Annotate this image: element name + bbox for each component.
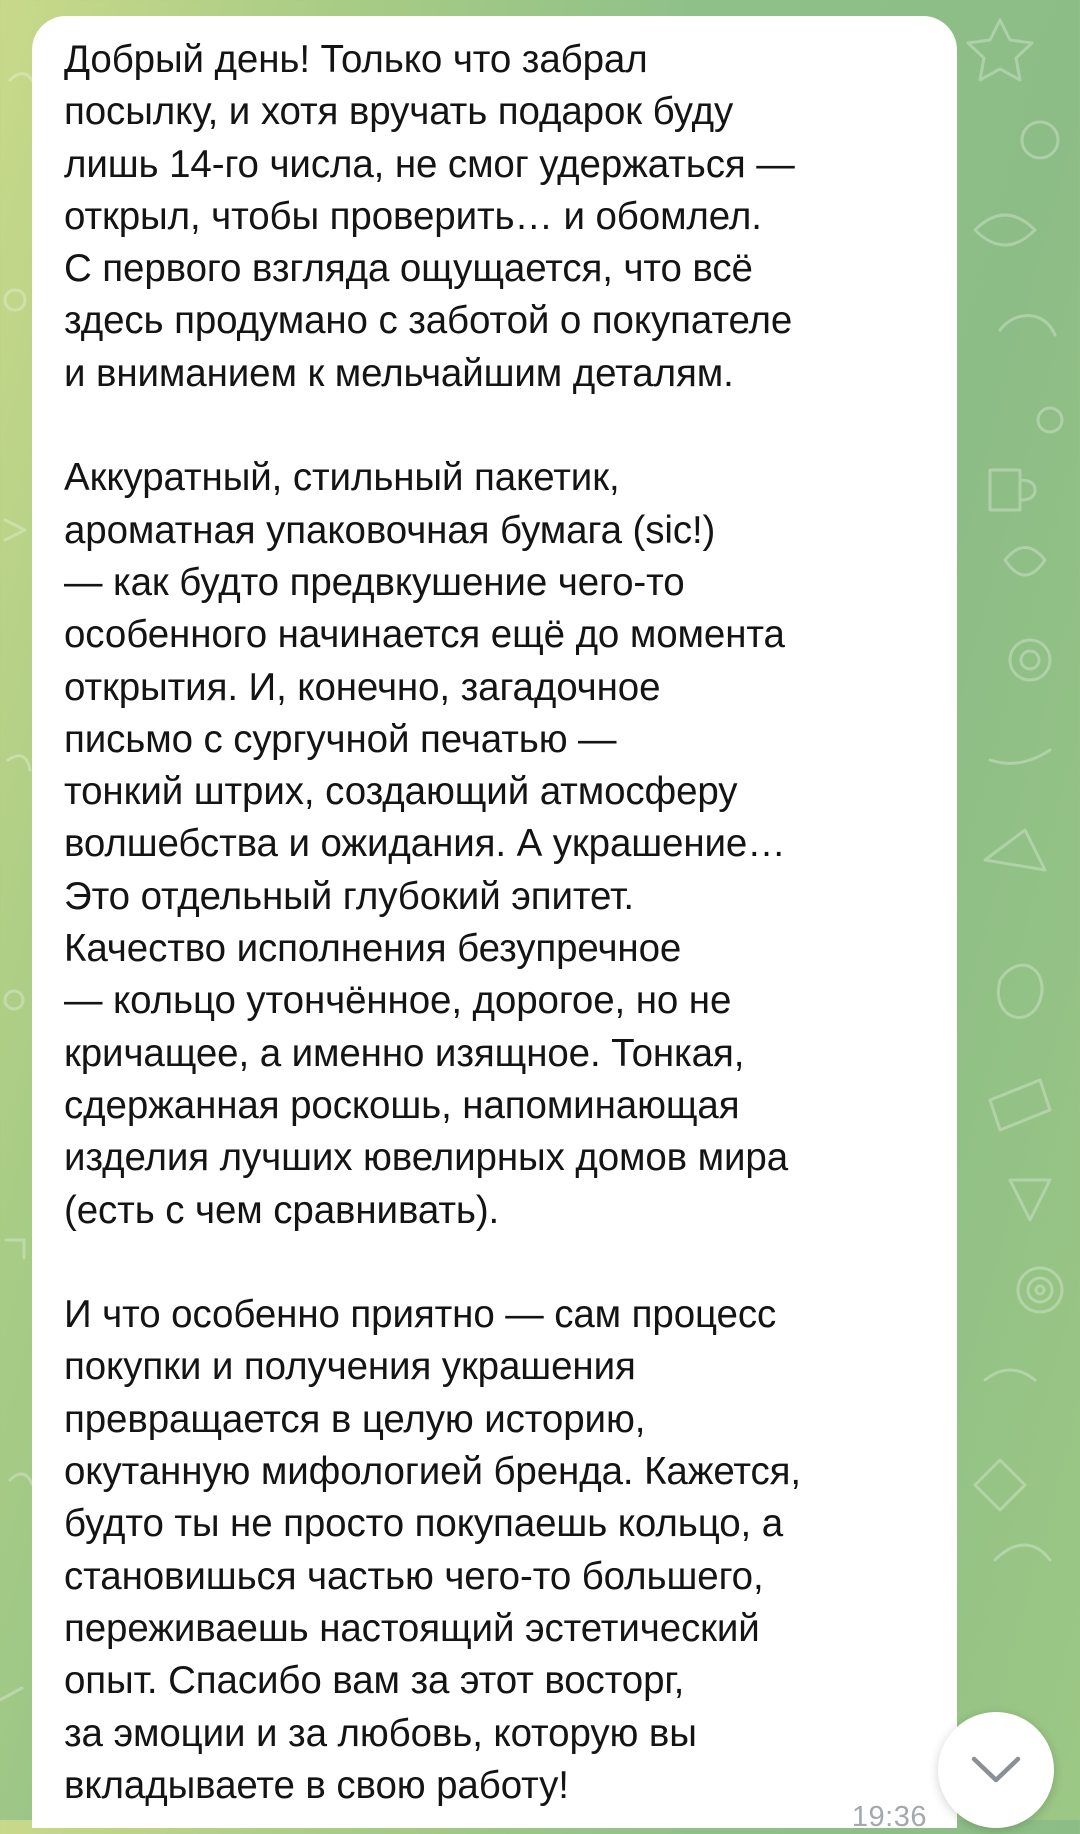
message-line: вкладываете в свою работу! xyxy=(64,1763,569,1807)
message-line: С первого взгляда ощущается, что всё xyxy=(64,247,753,291)
message-line: опыт. Спасибо вам за этот восторг, xyxy=(64,1659,685,1703)
message-paragraph xyxy=(64,34,907,400)
message-paragraph xyxy=(64,452,907,1236)
message-line: открыл, чтобы проверить… и обомлел. xyxy=(64,194,762,238)
message-line: превращается в целую историю, xyxy=(64,1397,646,1441)
message-line: особенного начинается ещё до момента xyxy=(64,613,785,657)
message-line: изделия лучших ювелирных домов мира xyxy=(64,1136,789,1180)
message-line: тонкий штрих, создающий атмосферу xyxy=(64,770,738,814)
message-line: волшебства и ожидания. А украшение… xyxy=(64,822,786,866)
message-line: становишься частью чего-то большего, xyxy=(64,1554,764,1598)
message-line: переживаешь настоящий эстетический xyxy=(64,1606,760,1650)
message-line: и вниманием к мельчайшим деталям. xyxy=(64,351,734,395)
message-text xyxy=(64,34,907,1812)
message-line: (есть с чем сравнивать). xyxy=(64,1188,500,1232)
message-bubble[interactable] xyxy=(32,16,957,1833)
message-line: открытия. И, конечно, загадочное xyxy=(64,665,661,709)
message-line: Качество исполнения безупречное xyxy=(64,927,682,971)
message-line: покупки и получения украшения xyxy=(64,1345,636,1389)
scroll-down-button[interactable] xyxy=(938,1712,1054,1828)
message-line: — как будто предвкушение чего-то xyxy=(64,560,685,604)
message-line: письмо с сургучной печатью — xyxy=(64,717,617,761)
message-line: Добрый день! Только что забрал xyxy=(64,38,648,81)
message-line: Аккуратный, стильный пакетик, xyxy=(64,456,620,500)
message-line: лишь 14-го числа, не смог удержаться — xyxy=(64,142,795,186)
message-line: за эмоции и за любовь, которую вы xyxy=(64,1711,697,1755)
message-line: посылку, и хотя вручать подарок буду xyxy=(64,90,734,134)
message-line: ароматная упаковочная бумага (sic!) xyxy=(64,508,716,552)
message-line: Это отдельный глубокий эпитет. xyxy=(64,874,634,918)
message-line: будто ты не просто покупаешь кольцо, а xyxy=(64,1502,784,1546)
message-paragraph xyxy=(64,1289,907,1812)
message-line: сдержанная роскошь, напоминающая xyxy=(64,1083,740,1127)
message-time: 19:36 xyxy=(851,1801,927,1833)
message-line: окутанную мифологией бренда. Кажется, xyxy=(64,1450,802,1494)
chevron-down-icon xyxy=(970,1755,1022,1785)
message-line: И что особенно приятно — сам процесс xyxy=(64,1293,777,1337)
message-line: — кольцо утончённое, дорогое, но не xyxy=(64,979,732,1023)
message-line: здесь продумано с заботой о покупателе xyxy=(64,299,793,343)
message-line: кричащее, а именно изящное. Тонкая, xyxy=(64,1031,745,1075)
